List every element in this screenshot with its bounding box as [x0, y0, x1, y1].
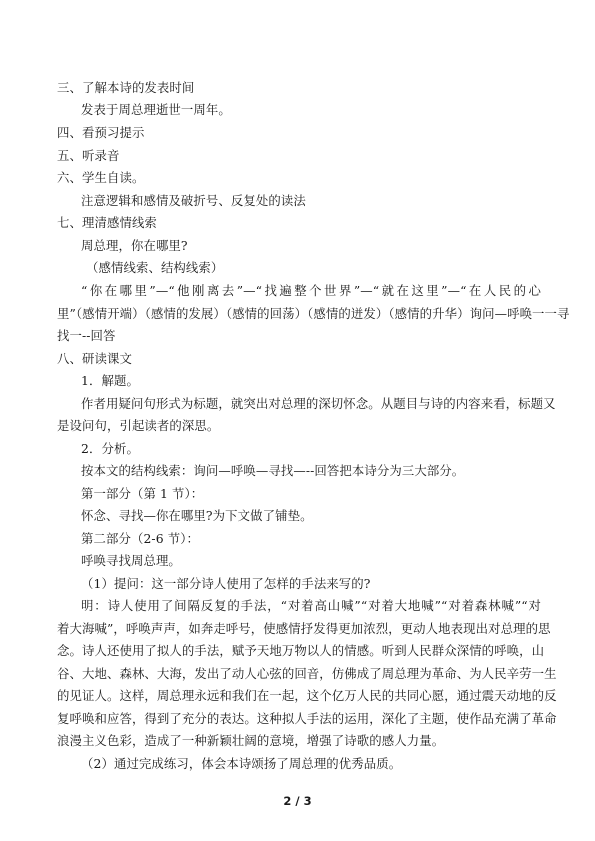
paragraph-line: （感情线索、结构线索） [86, 260, 224, 275]
paragraph-line: 发表于周总理逝世一周年。 [81, 102, 231, 117]
paragraph-line: 周总理，你在哪里? [81, 238, 188, 253]
paragraph-line: 明：诗人使用了间隔反复的手法，“对着高山喊”“对着大地喊”“对着森林喊”“对 [81, 598, 541, 613]
subheading: 2．分析。 [81, 441, 139, 456]
paragraph-line: （2）通过完成练习，体会本诗颂扬了周总理的优秀品质。 [81, 756, 402, 771]
paragraph-line: 呼唤寻找周总理。 [81, 553, 181, 568]
paragraph-line: 找一--回答 [57, 328, 116, 343]
paragraph-line: 里”（感情开端）（感情的发展）（感情的回荡）（感情的迸发）（感情的升华）询问—呼唤一一寻 [57, 306, 570, 321]
paragraph-line: 浪漫主义色彩，造成了一种新颖壮阔的意境，增强了诗歌的感人力量。 [57, 733, 445, 748]
paragraph-line: 第二部分（2-6 节）： [81, 531, 200, 546]
subheading: 1．解题。 [81, 373, 139, 388]
section-heading-6: 六、学生自读。 [57, 170, 145, 185]
section-heading-3: 三、了解本诗的发表时间 [57, 80, 195, 95]
paragraph-line: 是设问句，引起读者的深思。 [57, 418, 220, 433]
paragraph-line: 作者用疑问句形式为标题，就突出对总理的深切怀念。从题目与诗的内容来看，标题又 [81, 396, 556, 411]
paragraph-line: 注意逻辑和感情及破折号、反复处的读法 [81, 193, 306, 208]
section-heading-4: 四、看预习提示 [57, 125, 145, 140]
section-heading-7: 七、理清感情线索 [57, 215, 157, 230]
paragraph-line: 按本文的结构线索：询问—呼唤—寻找—--回答把本诗分为三大部分。 [81, 463, 465, 478]
paragraph-line: 第一部分（第 1 节）： [81, 486, 204, 501]
section-heading-8: 八、研读课文 [57, 351, 132, 366]
page-number: 2 / 3 [283, 794, 312, 808]
paragraph-line: 着大海喊”，呼唤声声，如奔走呼号，使感情抒发得更加浓烈，更动人地表现出对总理的思 [57, 621, 551, 636]
section-heading-5: 五、听录音 [57, 148, 120, 163]
paragraph-line: 谷、大地、森林、大海，发出了动人心弦的回音，仿佛成了周总理为革命、为人民辛劳一生 [57, 666, 557, 681]
paragraph-line: 复呼唤和应答，得到了充分的表达。这种拟人手法的运用，深化了主题，使作品充满了革命 [57, 711, 557, 726]
paragraph-line: 的见证人。这样，周总理永远和我们在一起，这个亿万人民的共同心愿，通过震天动地的反 [57, 688, 557, 703]
paragraph-line: 怀念、寻找—你在哪里?为下文做了铺垫。 [81, 508, 313, 523]
paragraph-line: “你在哪里”—“他刚离去”—“找遍整个世界”—“就在这里”—“在人民的心 [81, 283, 541, 298]
paragraph-line: （1）提问：这一部分诗人使用了怎样的手法来写的? [81, 576, 371, 591]
paragraph-line: 念。诗人还使用了拟人的手法，赋予天地万物以人的情感。听到人民群众深情的呼唤，山 [57, 643, 545, 658]
